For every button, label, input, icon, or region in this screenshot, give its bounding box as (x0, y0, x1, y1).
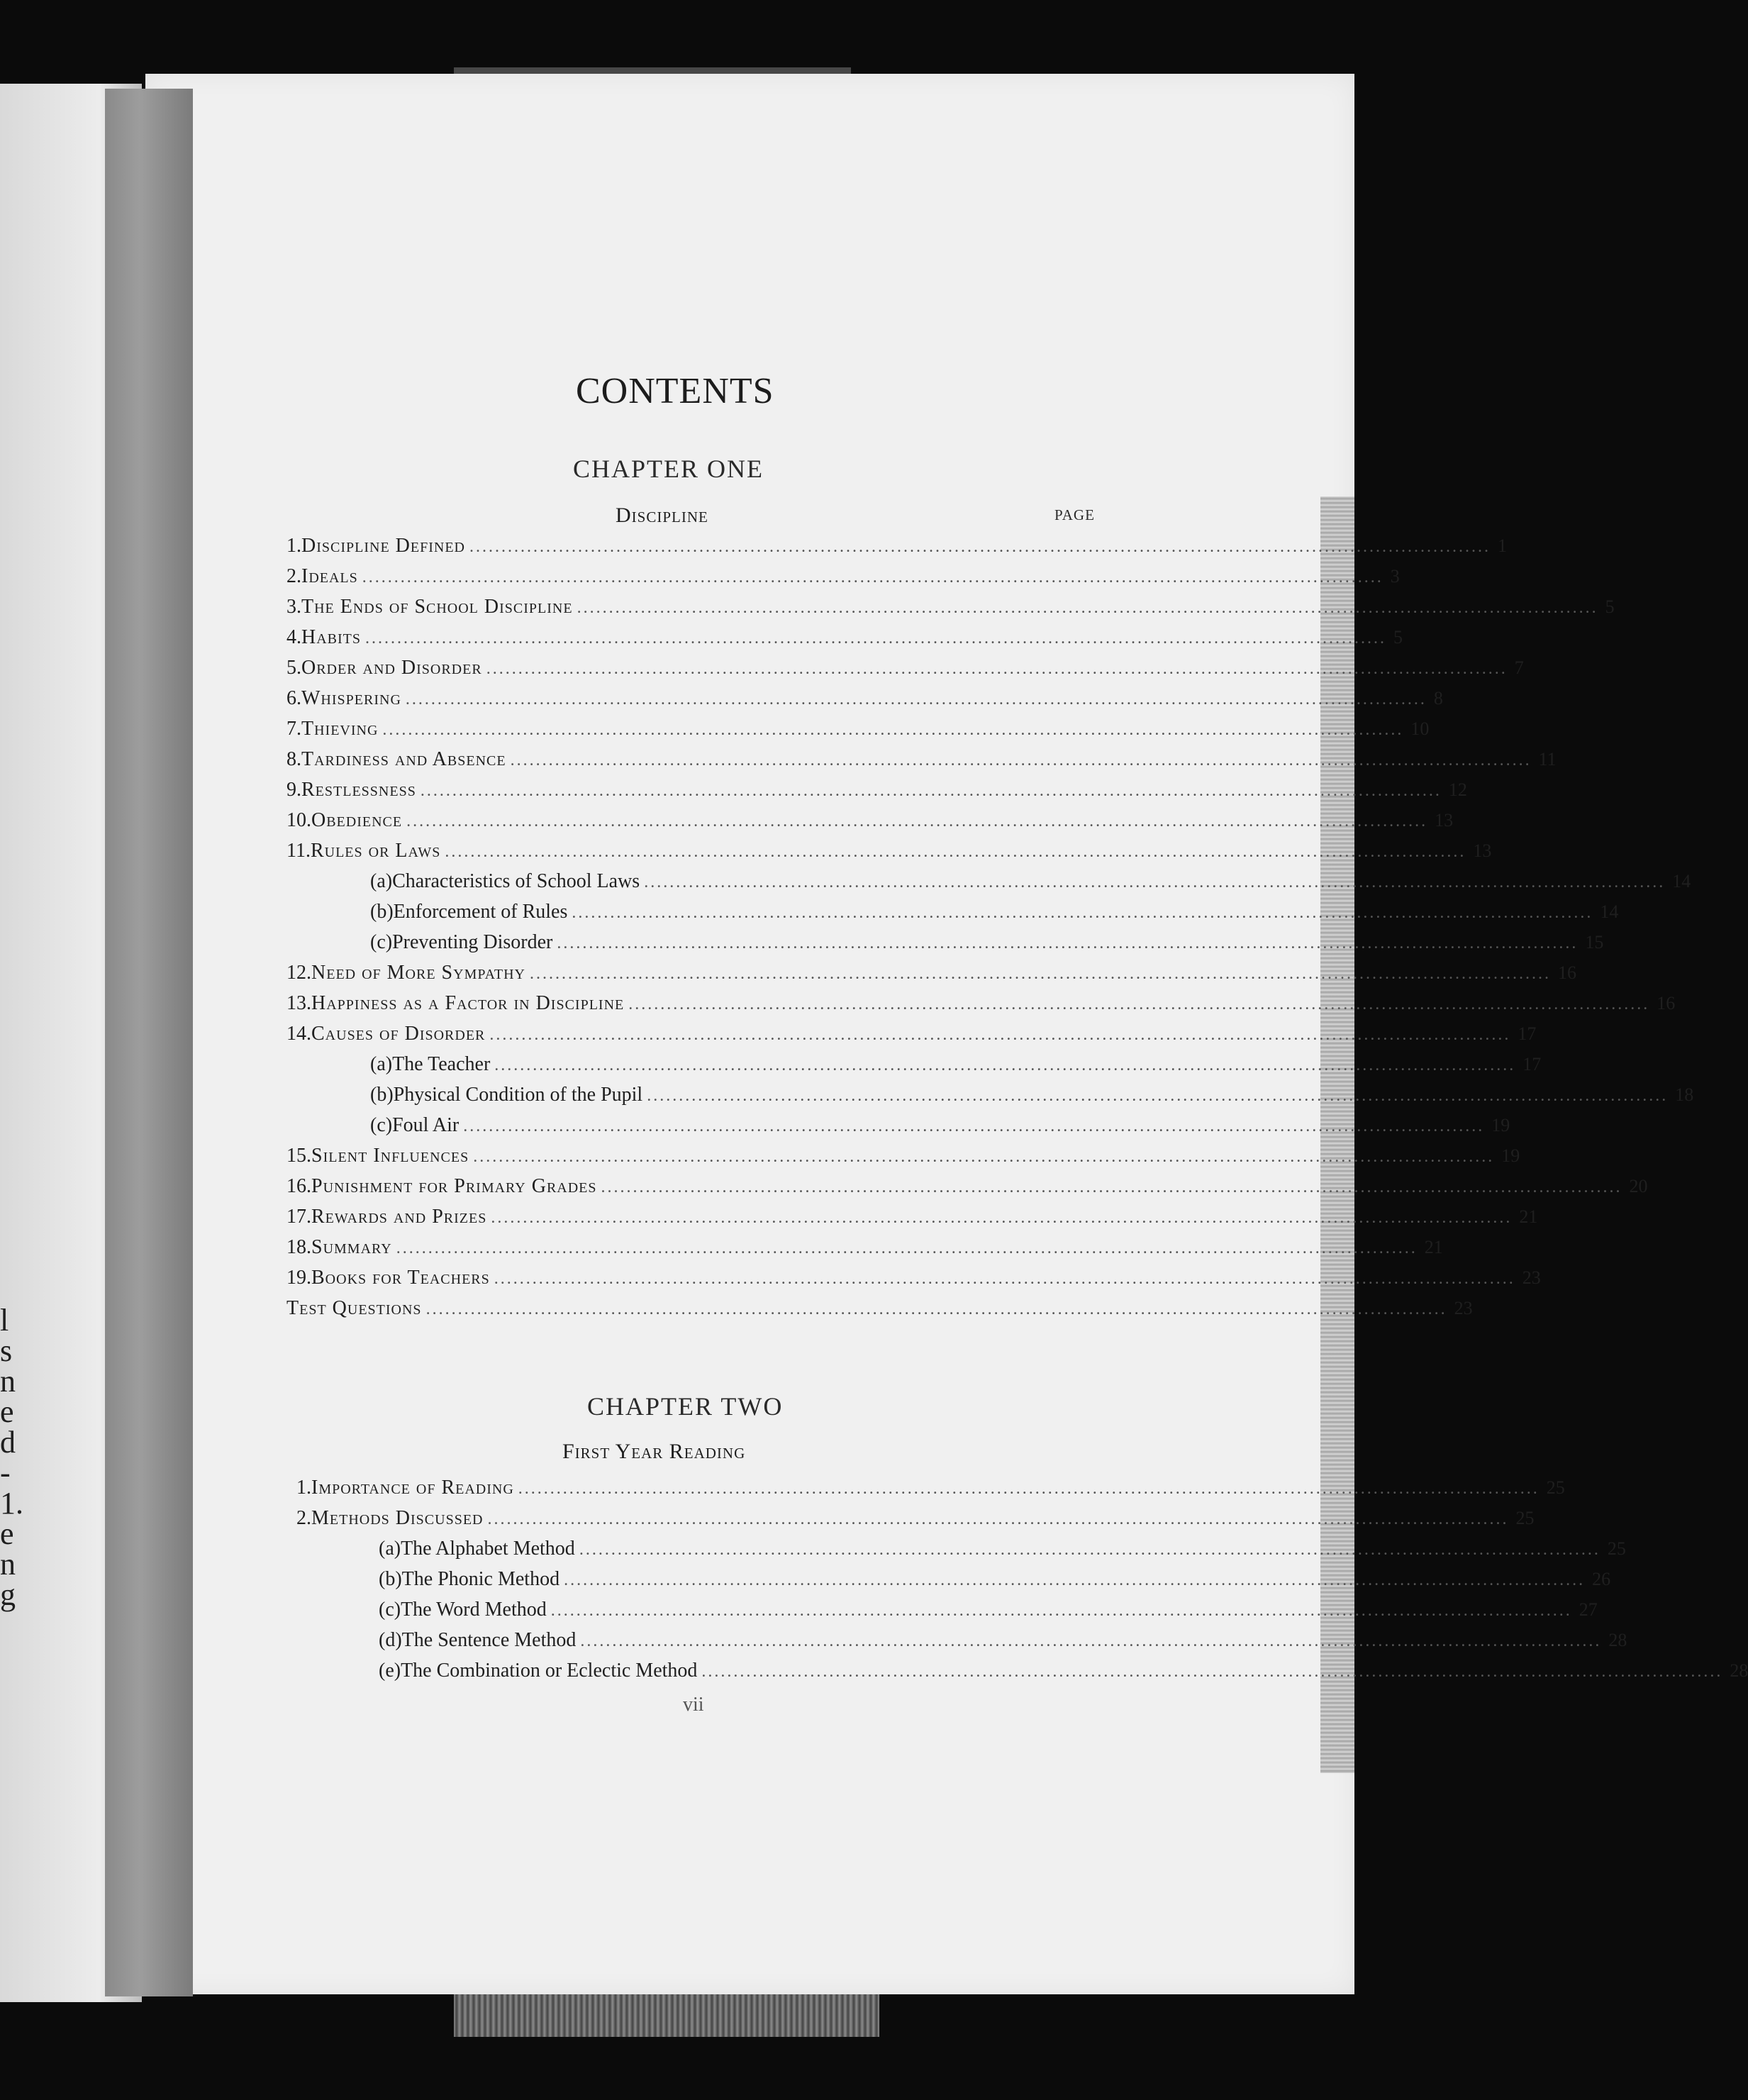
dot-leader: ................................................................................................................................................................ (405, 690, 1427, 709)
toc-entry-number: (b) (370, 901, 394, 923)
toc-entry (296, 1477, 1565, 1505)
scan-bottom-strip (454, 1994, 879, 2037)
toc-entry-title: The Ends of School Discipline (301, 596, 573, 618)
toc-subentry (370, 1053, 1542, 1082)
toc-entry (286, 1236, 1443, 1265)
edge-letter: n (0, 1364, 16, 1399)
toc-entry-number: (b) (379, 1568, 402, 1590)
toc-entry-title: Restlessness (301, 779, 416, 801)
toc-entry-number: 2. (296, 1507, 311, 1529)
toc-entry-number: (c) (370, 1114, 393, 1136)
toc-page-number: 14 (1672, 871, 1691, 891)
dot-leader: ................................................................................................................................................................ (469, 538, 1491, 556)
toc-entry-number: (a) (370, 870, 393, 892)
toc-entry-title: Physical Condition of the Pupil (393, 1084, 643, 1106)
toc-entry-title: The Sentence Method (401, 1629, 577, 1651)
toc-page-number: 28 (1730, 1660, 1748, 1681)
dot-leader: ................................................................................................................................................................ (577, 599, 1598, 617)
toc-entry-number: 1. (296, 1477, 311, 1499)
toc-page-number: 19 (1491, 1115, 1510, 1135)
toc-entry (286, 535, 1507, 563)
chapter-one-heading: CHAPTER ONE (573, 455, 764, 483)
toc-entry-number: (e) (379, 1660, 401, 1682)
edge-letter: n (0, 1547, 16, 1582)
edge-letter: s (0, 1333, 13, 1368)
toc-entry-title: Enforcement of Rules (393, 901, 568, 923)
toc-entry-title: Whispering (301, 687, 401, 709)
dot-leader: ................................................................................................................................................................ (486, 660, 1508, 678)
toc-entry (286, 992, 1676, 1021)
toc-entry-number: 2. (286, 565, 301, 587)
chapter-two-heading: CHAPTER TWO (587, 1392, 784, 1421)
toc-entry-title: The Combination or Eclectic Method (401, 1660, 698, 1682)
toc-entry-number: 1. (286, 535, 301, 557)
toc-entry-title: Discipline Defined (301, 535, 465, 557)
toc-page-number: 11 (1538, 749, 1557, 770)
toc-entry-number: 10. (286, 809, 311, 831)
toc-page-number: 19 (1501, 1145, 1520, 1166)
toc-entry (286, 565, 1400, 594)
toc-entry (286, 1297, 1473, 1326)
toc-entry-title: Order and Disorder (301, 657, 482, 679)
toc-entry (286, 596, 1615, 624)
toc-entry-title: Ideals (301, 565, 358, 587)
toc-page-number: 25 (1607, 1538, 1626, 1559)
toc-page-number: 5 (1393, 627, 1403, 648)
chapter-two-subtitle: First Year Reading (562, 1440, 746, 1463)
toc-page-number: 25 (1515, 1508, 1535, 1528)
toc-entry-title: Preventing Disorder (392, 931, 553, 953)
page-column-header: PAGE (1054, 506, 1095, 523)
toc-page-number: 23 (1454, 1298, 1473, 1318)
dot-leader: ................................................................................................................................................................ (557, 934, 1579, 952)
toc-entry-title: Characteristics of School Laws (392, 870, 640, 892)
toc-page-number: 3 (1390, 566, 1400, 587)
toc-entry (286, 657, 1524, 685)
toc-subentry (379, 1568, 1611, 1596)
toc-entry-title: Tardiness and Absence (301, 748, 506, 770)
toc-entry-title: Happiness as a Factor in Discipline (311, 992, 625, 1014)
toc-entry-number: 18. (286, 1236, 311, 1258)
toc-entry-title: Importance of Reading (311, 1477, 514, 1499)
toc-entry (286, 1267, 1541, 1295)
toc-entry (286, 748, 1557, 777)
toc-entry-number: 8. (286, 748, 301, 770)
toc-entry-number: (c) (379, 1599, 401, 1621)
toc-page-number: 5 (1605, 596, 1615, 617)
dot-leader: ................................................................................................................................................................ (420, 782, 1442, 800)
dot-leader: ................................................................................................................................................................ (510, 751, 1532, 770)
toc-subentry (379, 1629, 1627, 1657)
edge-letter: 1. (0, 1486, 23, 1521)
dot-leader: ................................................................................................................................................................ (463, 1117, 1485, 1135)
toc-entry (286, 626, 1403, 655)
toc-subentry (379, 1538, 1626, 1566)
dot-leader: ................................................................................................................................................................ (382, 721, 1404, 739)
toc-entry-number: 19. (286, 1267, 311, 1289)
toc-entry (286, 1145, 1520, 1173)
toc-page-number: 14 (1600, 901, 1619, 922)
edge-letter: - (0, 1455, 11, 1490)
toc-entry-number: (a) (370, 1053, 393, 1075)
toc-entry-number: 3. (286, 596, 301, 618)
toc-entry-title: Habits (301, 626, 362, 648)
toc-entry (286, 1023, 1537, 1051)
edge-letter: g (0, 1577, 16, 1612)
toc-entry (286, 1206, 1538, 1234)
toc-entry-number: 11. (286, 840, 311, 862)
dot-leader: ................................................................................................................................................................ (572, 904, 1593, 922)
dot-leader: ................................................................................................................................................................ (701, 1662, 1723, 1681)
dot-leader: ................................................................................................................................................................ (489, 1026, 1511, 1044)
toc-entry-number: 17. (286, 1206, 311, 1228)
toc-entry-title: Obedience (311, 809, 403, 831)
toc-entry-title: Rules or Laws (310, 840, 441, 862)
toc-entry-number: 6. (286, 687, 301, 709)
left-page-edge-text (0, 1305, 28, 1610)
dot-leader: ................................................................................................................................................................ (494, 1270, 1515, 1288)
dot-leader: ................................................................................................................................................................ (601, 1178, 1622, 1196)
toc-entry (286, 779, 1467, 807)
toc-entry-number: 4. (286, 626, 301, 648)
edge-letter: e (0, 1394, 14, 1429)
toc-entry-title: The Teacher (392, 1053, 491, 1075)
dot-leader: ................................................................................................................................................................ (491, 1209, 1513, 1227)
toc-entry (286, 687, 1443, 716)
toc-entry-title: Punishment for Primary Grades (311, 1175, 597, 1197)
dot-leader: ................................................................................................................................................................ (365, 629, 1387, 648)
page-folio: vii (683, 1694, 704, 1716)
toc-entry-number: (c) (370, 931, 393, 953)
toc-subentry (379, 1660, 1748, 1688)
chapter-one-subtitle: Discipline (616, 504, 708, 527)
toc-entry-number: 5. (286, 657, 301, 679)
toc-entry (286, 840, 1492, 868)
toc-subentry (379, 1599, 1598, 1627)
toc-entry-number: 15. (286, 1145, 311, 1167)
dot-leader: ................................................................................................................................................................ (579, 1540, 1601, 1559)
toc-entry-title: Summary (311, 1236, 392, 1258)
toc-entry-title: Test Questions (286, 1297, 422, 1319)
dot-leader: ................................................................................................................................................................ (487, 1510, 1509, 1528)
toc-subentry (370, 870, 1691, 899)
toc-entry-number: (d) (379, 1629, 402, 1651)
toc-entry-number: 12. (286, 962, 311, 984)
toc-page-number: 13 (1435, 810, 1454, 830)
toc-entry-title: The Phonic Method (401, 1568, 560, 1590)
book-gutter (105, 89, 193, 1996)
toc-entry-number: 14. (286, 1023, 311, 1045)
dot-leader: ................................................................................................................................................................ (647, 1087, 1669, 1105)
toc-entry-number: 7. (286, 718, 301, 740)
toc-page-number: 16 (1657, 993, 1676, 1013)
dot-leader: ................................................................................................................................................................ (445, 843, 1466, 861)
toc-page-number: 13 (1473, 840, 1492, 861)
dot-leader: ................................................................................................................................................................ (628, 995, 1650, 1013)
toc-page-number: 16 (1557, 962, 1576, 983)
toc-entry-number: (a) (379, 1538, 401, 1560)
toc-entry (286, 809, 1454, 838)
toc-subentry (370, 931, 1604, 960)
toc-page-number: 26 (1592, 1569, 1611, 1589)
toc-entry-title: Silent Influences (311, 1145, 469, 1167)
toc-subentry (370, 1114, 1510, 1143)
toc-entry-title: Methods Discussed (311, 1507, 484, 1529)
toc-entry-title: Rewards and Prizes (311, 1206, 487, 1228)
toc-page-number: 25 (1546, 1477, 1565, 1498)
dot-leader: ................................................................................................................................................................ (425, 1300, 1447, 1318)
toc-page-number: 8 (1433, 688, 1443, 709)
toc-entry-number: 16. (286, 1175, 311, 1197)
toc-page-number: 17 (1522, 1054, 1542, 1074)
toc-page-number: 21 (1519, 1206, 1538, 1227)
dot-leader: ................................................................................................................................................................ (644, 873, 1666, 891)
edge-letter: e (0, 1516, 14, 1551)
toc-page-number: 27 (1579, 1599, 1598, 1620)
toc-entry (286, 718, 1430, 746)
toc-page-number: 10 (1410, 718, 1430, 739)
toc-page-number: 23 (1522, 1267, 1541, 1288)
toc-subentry (370, 901, 1619, 929)
dot-leader: ................................................................................................................................................................ (396, 1239, 1418, 1257)
toc-entry-number: (b) (370, 1084, 394, 1106)
dot-leader: ................................................................................................................................................................ (473, 1148, 1495, 1166)
toc-entry-title: Need of More Sympathy (311, 962, 525, 984)
edge-letter: l (0, 1303, 9, 1338)
dot-leader: ................................................................................................................................................................ (550, 1601, 1572, 1620)
dot-leader: ................................................................................................................................................................ (529, 965, 1551, 983)
edge-letter: d (0, 1425, 16, 1460)
toc-entry (286, 962, 1576, 990)
toc-page-number: 18 (1675, 1084, 1694, 1105)
toc-page-number: 28 (1608, 1630, 1627, 1650)
page-title: CONTENTS (576, 371, 774, 411)
toc-entry-number: 9. (286, 779, 301, 801)
toc-entry-title: Foul Air (392, 1114, 460, 1136)
toc-entry-title: Causes of Disorder (311, 1023, 486, 1045)
toc-subentry (370, 1084, 1694, 1112)
toc-page-number: 12 (1448, 779, 1467, 800)
dot-leader: ................................................................................................................................................................ (580, 1632, 1602, 1650)
toc-page-number: 15 (1585, 932, 1604, 952)
toc-entry (286, 1175, 1648, 1204)
dot-leader: ................................................................................................................................................................ (406, 812, 1428, 830)
toc-page-number: 1 (1498, 535, 1507, 556)
toc-entry (296, 1507, 1535, 1535)
dot-leader: ................................................................................................................................................................ (362, 568, 1384, 587)
toc-entry-title: The Word Method (401, 1599, 547, 1621)
dot-leader: ................................................................................................................................................................ (564, 1571, 1586, 1589)
toc-entry-number: 13. (286, 992, 311, 1014)
toc-page-number: 7 (1514, 657, 1524, 678)
dot-leader: ................................................................................................................................................................ (494, 1056, 1516, 1074)
toc-page-number: 21 (1424, 1237, 1443, 1257)
toc-entry-title: Thieving (301, 718, 379, 740)
toc-page-number: 20 (1629, 1176, 1648, 1196)
toc-entry-title: The Alphabet Method (401, 1538, 575, 1560)
dot-leader: ................................................................................................................................................................ (518, 1479, 1540, 1498)
toc-entry-title: Books for Teachers (311, 1267, 490, 1289)
toc-page-number: 17 (1518, 1023, 1537, 1044)
